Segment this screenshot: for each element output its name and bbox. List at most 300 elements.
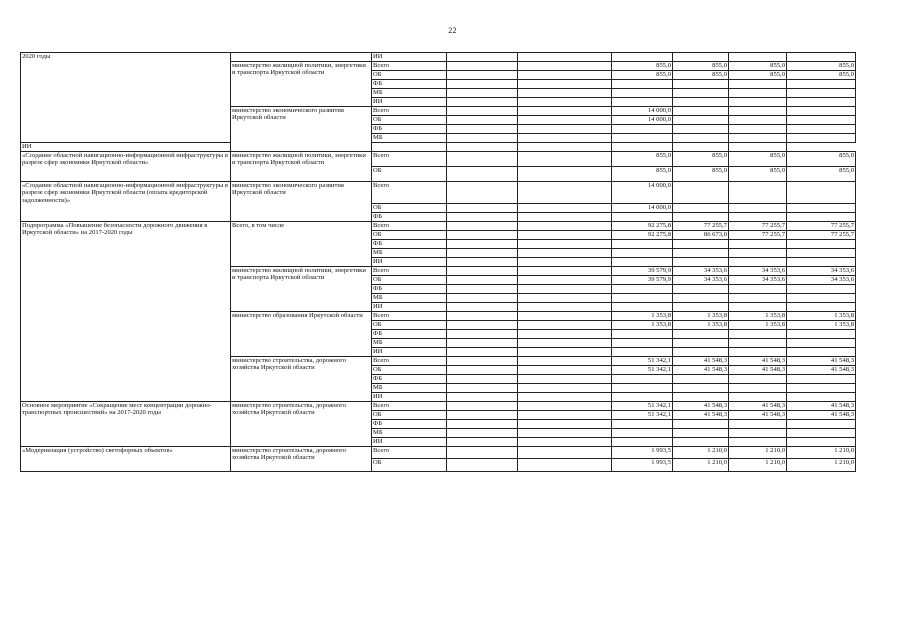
value-cell: 14 000,0	[612, 204, 673, 213]
program-name-cell: «Создание областной навигационно-информационной инфраструктуры в разрезе сфер экономики Иркутской области»	[21, 152, 231, 182]
value-cell	[518, 303, 612, 312]
source-cell: ОБ	[372, 321, 447, 330]
value-cell	[518, 348, 612, 357]
value-cell	[447, 366, 518, 375]
value-cell	[673, 125, 729, 134]
value-cell: 855,0	[612, 152, 673, 167]
source-cell: ФБ	[372, 375, 447, 384]
value-cell	[787, 330, 856, 339]
source-cell: ОБ	[372, 71, 447, 80]
value-cell: 77 255,7	[787, 231, 856, 240]
value-cell: 855,0	[787, 152, 856, 167]
value-cell	[612, 213, 673, 222]
value-cell	[612, 348, 673, 357]
source-cell: ИИ	[372, 348, 447, 357]
value-cell	[518, 339, 612, 348]
source-cell: МБ	[372, 339, 447, 348]
value-cell	[612, 420, 673, 429]
value-cell	[447, 62, 518, 71]
value-cell: 51 342,1	[612, 357, 673, 366]
value-cell	[518, 204, 612, 213]
value-cell	[518, 258, 612, 267]
value-cell	[673, 348, 729, 357]
value-cell	[518, 393, 612, 402]
value-cell	[518, 429, 612, 438]
value-cell	[673, 330, 729, 339]
table-row	[21, 222, 856, 231]
value-cell	[447, 143, 518, 152]
source-cell: Всего	[372, 357, 447, 366]
value-cell	[673, 182, 729, 204]
source-cell: ИИ	[372, 393, 447, 402]
source-cell: ФБ	[372, 330, 447, 339]
source-cell: ОБ	[372, 167, 447, 182]
value-cell	[518, 53, 612, 62]
source-cell: Всего	[372, 182, 447, 204]
value-cell	[787, 53, 856, 62]
owner-cell: министерство строительства, дорожного хозяйства Иркутской области	[231, 402, 372, 447]
value-cell: 34 353,6	[729, 276, 787, 285]
value-cell	[447, 312, 518, 321]
value-cell	[518, 438, 612, 447]
value-cell: 77 255,7	[729, 231, 787, 240]
value-cell	[673, 438, 729, 447]
value-cell: 1 353,8	[673, 321, 729, 330]
source-cell: ФБ	[372, 240, 447, 249]
value-cell: 41 548,3	[787, 402, 856, 411]
value-cell	[447, 321, 518, 330]
value-cell	[447, 384, 518, 393]
source-cell: Всего	[372, 62, 447, 71]
value-cell	[729, 53, 787, 62]
value-cell	[673, 249, 729, 258]
source-cell: ОБ	[372, 204, 447, 213]
value-cell	[787, 80, 856, 89]
value-cell	[612, 330, 673, 339]
value-cell	[518, 249, 612, 258]
value-cell	[518, 62, 612, 71]
value-cell	[518, 276, 612, 285]
value-cell	[447, 53, 518, 62]
value-cell	[612, 53, 673, 62]
value-cell	[673, 98, 729, 107]
value-cell	[447, 204, 518, 213]
value-cell	[447, 116, 518, 125]
value-cell	[673, 53, 729, 62]
source-cell: ОБ	[372, 366, 447, 375]
value-cell: 39 579,9	[612, 267, 673, 276]
value-cell: 41 548,3	[787, 411, 856, 420]
value-cell	[447, 249, 518, 258]
value-cell	[729, 107, 787, 116]
value-cell	[447, 420, 518, 429]
value-cell	[612, 303, 673, 312]
source-cell: МБ	[372, 429, 447, 438]
value-cell: 14 000,0	[612, 116, 673, 125]
value-cell	[612, 98, 673, 107]
value-cell: 1 993,5	[612, 447, 673, 459]
value-cell: 1 210,0	[673, 459, 729, 472]
value-cell	[729, 134, 787, 143]
value-cell	[518, 116, 612, 125]
program-name-cell: «Модернизация (устройство) светофорных объектов»	[21, 447, 231, 472]
value-cell	[518, 167, 612, 182]
value-cell: 855,0	[787, 167, 856, 182]
source-cell: ОБ	[372, 116, 447, 125]
source-cell: Всего	[372, 152, 447, 167]
value-cell	[787, 116, 856, 125]
value-cell: 92 275,8	[612, 222, 673, 231]
value-cell: 51 342,1	[612, 402, 673, 411]
value-cell	[447, 447, 518, 459]
value-cell	[447, 348, 518, 357]
value-cell	[447, 267, 518, 276]
value-cell	[447, 213, 518, 222]
value-cell	[787, 240, 856, 249]
value-cell	[673, 384, 729, 393]
value-cell	[518, 375, 612, 384]
budget-table-body	[21, 53, 856, 472]
value-cell	[673, 143, 729, 152]
program-name-cell: Основное мероприятие «Сокращение мест концентрации дорожно-транспортных происшествий» на 2017-2020 годы	[21, 402, 231, 447]
value-cell: 1 353,8	[787, 321, 856, 330]
value-cell: 855,0	[673, 71, 729, 80]
value-cell	[787, 348, 856, 357]
value-cell: 77 255,7	[673, 222, 729, 231]
value-cell	[729, 213, 787, 222]
value-cell: 77 255,7	[729, 222, 787, 231]
value-cell	[612, 240, 673, 249]
value-cell	[787, 384, 856, 393]
value-cell	[612, 429, 673, 438]
value-cell: 34 353,6	[787, 267, 856, 276]
source-cell: ИИ	[372, 98, 447, 107]
value-cell	[729, 143, 787, 152]
owner-cell: министерство экономического развития Иркутской области	[231, 182, 372, 222]
value-cell: 34 353,6	[787, 276, 856, 285]
source-cell: МБ	[372, 249, 447, 258]
owner-cell: министерство жилищной политики, энергетики и транспорта Иркутской области	[231, 267, 372, 312]
value-cell	[673, 420, 729, 429]
source-cell: ИИ	[372, 438, 447, 447]
value-cell: 41 548,3	[729, 366, 787, 375]
value-cell	[729, 80, 787, 89]
value-cell	[612, 438, 673, 447]
value-cell	[729, 98, 787, 107]
value-cell	[729, 125, 787, 134]
value-cell	[518, 80, 612, 89]
source-cell: ОБ	[372, 231, 447, 240]
value-cell	[787, 285, 856, 294]
value-cell	[518, 411, 612, 420]
value-cell	[518, 240, 612, 249]
value-cell	[729, 240, 787, 249]
value-cell	[729, 294, 787, 303]
value-cell	[447, 80, 518, 89]
value-cell	[787, 134, 856, 143]
source-cell: ФБ	[372, 80, 447, 89]
source-cell: Всего	[372, 267, 447, 276]
value-cell	[673, 429, 729, 438]
value-cell	[518, 134, 612, 143]
value-cell	[518, 71, 612, 80]
value-cell: 855,0	[673, 62, 729, 71]
value-cell: 855,0	[787, 62, 856, 71]
value-cell	[729, 375, 787, 384]
source-cell: ФБ	[372, 125, 447, 134]
value-cell	[673, 303, 729, 312]
value-cell	[612, 393, 673, 402]
value-cell	[518, 107, 612, 116]
value-cell: 41 548,3	[673, 402, 729, 411]
value-cell	[612, 285, 673, 294]
value-cell: 855,0	[729, 62, 787, 71]
value-cell	[447, 152, 518, 167]
value-cell	[673, 240, 729, 249]
value-cell	[518, 366, 612, 375]
source-cell: Всего	[372, 447, 447, 459]
value-cell: 1 210,0	[673, 447, 729, 459]
value-cell: 1 353,8	[729, 321, 787, 330]
value-cell	[612, 89, 673, 98]
value-cell	[787, 107, 856, 116]
value-cell	[673, 285, 729, 294]
value-cell: 1 210,0	[729, 459, 787, 472]
value-cell	[447, 303, 518, 312]
value-cell	[612, 80, 673, 89]
value-cell	[612, 375, 673, 384]
value-cell	[447, 459, 518, 472]
value-cell	[447, 357, 518, 366]
value-cell: 1 353,8	[787, 312, 856, 321]
value-cell: 41 548,3	[729, 411, 787, 420]
value-cell	[787, 89, 856, 98]
value-cell: 1 210,0	[729, 447, 787, 459]
value-cell: 41 548,3	[673, 357, 729, 366]
value-cell	[673, 89, 729, 98]
value-cell	[518, 152, 612, 167]
value-cell: 14 000,0	[612, 182, 673, 204]
source-cell: МБ	[372, 294, 447, 303]
value-cell	[673, 116, 729, 125]
value-cell: 41 548,3	[673, 366, 729, 375]
table-row	[21, 152, 856, 167]
value-cell	[518, 267, 612, 276]
owner-cell: министерство жилищной политики, энергетики и транспорта Иркутской области	[231, 62, 372, 107]
value-cell	[673, 393, 729, 402]
value-cell	[447, 222, 518, 231]
source-cell: ИИ	[21, 143, 231, 152]
value-cell	[447, 231, 518, 240]
source-cell: ФБ	[372, 420, 447, 429]
value-cell	[612, 339, 673, 348]
value-cell: 41 548,3	[729, 357, 787, 366]
value-cell	[612, 125, 673, 134]
program-name-cell: Подпрограмма «Повышение безопасности дорожного движения в Иркутской области» на 2017-2020 годы	[21, 222, 231, 402]
value-cell	[447, 339, 518, 348]
value-cell: 855,0	[612, 71, 673, 80]
value-cell	[518, 285, 612, 294]
value-cell	[518, 89, 612, 98]
owner-cell: министерство строительства, дорожного хозяйства Иркутской области	[231, 357, 372, 402]
table-row	[21, 182, 856, 204]
value-cell	[612, 143, 673, 152]
value-cell: 39 579,9	[612, 276, 673, 285]
value-cell	[787, 375, 856, 384]
value-cell: 1 353,8	[673, 312, 729, 321]
value-cell: 92 275,8	[612, 231, 673, 240]
value-cell: 34 353,6	[673, 267, 729, 276]
value-cell	[518, 384, 612, 393]
value-cell	[729, 393, 787, 402]
owner-cell	[231, 53, 372, 62]
program-name-cell: «Создание областной навигационно-информационной инфраструктуры в разрезе сфер экономики Иркутской области (оплата кредиторской задолженности)»	[21, 182, 231, 222]
source-cell: Всего	[372, 402, 447, 411]
value-cell	[673, 294, 729, 303]
value-cell	[518, 447, 612, 459]
value-cell	[787, 429, 856, 438]
value-cell	[787, 182, 856, 204]
owner-cell: министерство экономического развития Иркутской области	[231, 107, 372, 152]
value-cell	[787, 294, 856, 303]
value-cell	[447, 393, 518, 402]
value-cell	[518, 182, 612, 204]
value-cell	[372, 143, 447, 152]
value-cell	[729, 438, 787, 447]
value-cell	[447, 411, 518, 420]
source-cell: ИИ	[372, 303, 447, 312]
value-cell	[787, 420, 856, 429]
source-cell: ОБ	[372, 276, 447, 285]
source-cell: ФБ	[372, 285, 447, 294]
value-cell	[787, 213, 856, 222]
value-cell: 1 210,0	[787, 459, 856, 472]
value-cell	[447, 89, 518, 98]
value-cell: 86 673,0	[673, 231, 729, 240]
value-cell: 77 255,7	[787, 222, 856, 231]
source-cell: МБ	[372, 384, 447, 393]
value-cell	[729, 89, 787, 98]
source-cell: ОБ	[372, 459, 447, 472]
value-cell	[729, 116, 787, 125]
value-cell: 34 353,6	[729, 267, 787, 276]
value-cell	[447, 276, 518, 285]
value-cell	[787, 249, 856, 258]
value-cell: 41 548,3	[729, 402, 787, 411]
value-cell	[447, 98, 518, 107]
value-cell	[518, 213, 612, 222]
source-cell: МБ	[372, 134, 447, 143]
value-cell	[673, 375, 729, 384]
value-cell	[447, 107, 518, 116]
value-cell	[612, 294, 673, 303]
value-cell	[447, 285, 518, 294]
value-cell	[518, 125, 612, 134]
value-cell: 855,0	[729, 167, 787, 182]
value-cell	[729, 330, 787, 339]
value-cell	[612, 134, 673, 143]
owner-cell: министерство жилищной политики, энергетики и транспорта Иркутской области	[231, 152, 372, 182]
value-cell	[447, 402, 518, 411]
source-cell: ФБ	[372, 213, 447, 222]
value-cell	[447, 258, 518, 267]
value-cell	[787, 303, 856, 312]
value-cell: 41 548,3	[673, 411, 729, 420]
value-cell	[447, 294, 518, 303]
table-row	[21, 143, 856, 152]
table-row	[21, 402, 856, 411]
value-cell: 855,0	[787, 71, 856, 80]
value-cell	[518, 330, 612, 339]
value-cell	[447, 182, 518, 204]
source-cell: Всего	[372, 107, 447, 116]
value-cell	[729, 182, 787, 204]
value-cell	[787, 98, 856, 107]
value-cell	[447, 167, 518, 182]
value-cell: 855,0	[612, 62, 673, 71]
value-cell	[518, 357, 612, 366]
value-cell	[518, 143, 612, 152]
value-cell	[447, 438, 518, 447]
source-cell: ИИ	[372, 53, 447, 62]
value-cell	[729, 303, 787, 312]
value-cell	[673, 80, 729, 89]
value-cell	[729, 429, 787, 438]
value-cell	[673, 339, 729, 348]
value-cell	[787, 204, 856, 213]
owner-cell: Всего, в том числе	[231, 222, 372, 267]
page-number: 22	[448, 26, 457, 35]
value-cell	[447, 375, 518, 384]
value-cell: 855,0	[729, 152, 787, 167]
value-cell	[612, 258, 673, 267]
value-cell	[729, 348, 787, 357]
value-cell	[447, 330, 518, 339]
value-cell: 1 353,8	[729, 312, 787, 321]
value-cell	[729, 420, 787, 429]
value-cell	[673, 213, 729, 222]
value-cell	[447, 71, 518, 80]
value-cell	[447, 429, 518, 438]
value-cell	[673, 134, 729, 143]
value-cell	[729, 249, 787, 258]
source-cell: ИИ	[372, 258, 447, 267]
value-cell	[518, 98, 612, 107]
budget-table	[20, 52, 856, 472]
value-cell	[447, 240, 518, 249]
value-cell	[447, 134, 518, 143]
value-cell	[787, 258, 856, 267]
value-cell	[673, 204, 729, 213]
source-cell: Всего	[372, 312, 447, 321]
value-cell	[729, 384, 787, 393]
value-cell	[673, 258, 729, 267]
source-cell: Всего	[372, 222, 447, 231]
value-cell: 1 993,5	[612, 459, 673, 472]
value-cell	[787, 393, 856, 402]
source-cell: МБ	[372, 89, 447, 98]
value-cell	[518, 321, 612, 330]
value-cell: 41 548,3	[787, 366, 856, 375]
value-cell	[447, 125, 518, 134]
value-cell	[673, 107, 729, 116]
value-cell: 41 548,3	[787, 357, 856, 366]
value-cell	[518, 402, 612, 411]
value-cell	[729, 339, 787, 348]
program-name-cell: 2020 годы	[21, 53, 231, 143]
value-cell	[729, 258, 787, 267]
value-cell	[518, 420, 612, 429]
